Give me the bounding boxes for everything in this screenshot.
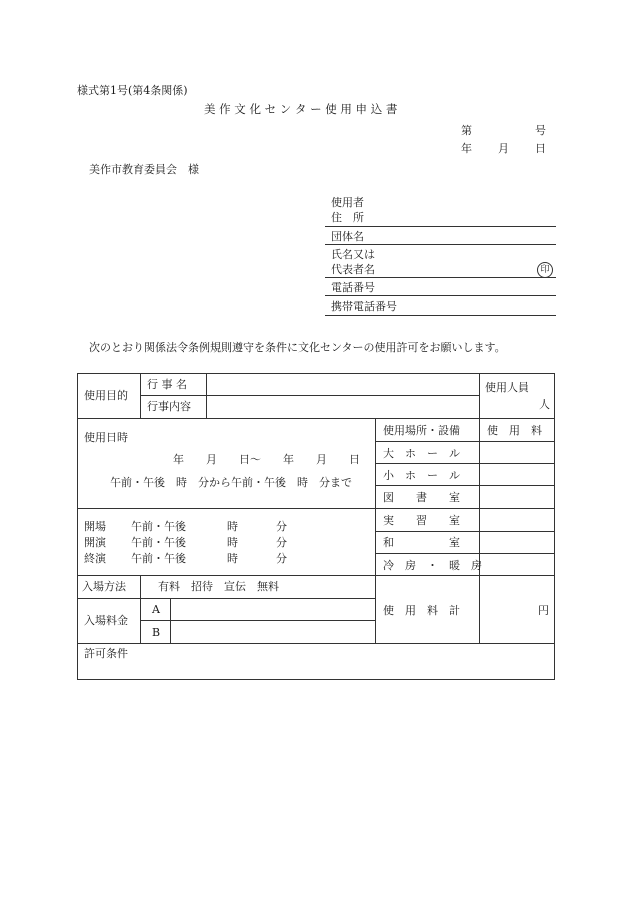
name-label-1: 氏名又は	[331, 248, 375, 261]
end-ampm: 午前・午後	[131, 552, 186, 565]
date-day: 日	[535, 142, 546, 155]
divider	[140, 620, 375, 621]
group-label: 団体名	[331, 230, 364, 243]
facility-practice-room: 実 習 室	[383, 514, 460, 527]
address-line	[325, 226, 556, 227]
date-month: 月	[498, 142, 509, 155]
attendees-label: 使用人員	[485, 381, 529, 394]
fee-header: 使 用 料	[487, 424, 542, 437]
divider	[78, 575, 554, 576]
time-range: 午前・午後 時 分から午前・午後 時 分まで	[110, 476, 352, 489]
total-fee-yen: 円	[538, 604, 549, 617]
datetime-label: 使用日時	[84, 431, 128, 444]
divider	[375, 508, 554, 509]
number-label: 第	[461, 124, 472, 137]
start-ampm: 午前・午後	[131, 536, 186, 549]
date-year: 年	[461, 142, 472, 155]
phone-label: 電話番号	[331, 281, 375, 294]
mobile-line	[325, 315, 556, 316]
divider	[375, 441, 554, 442]
page-title: 美 作 文 化 セ ン タ ー 使 用 申 込 書	[204, 102, 398, 116]
mobile-label: 携帯電話番号	[331, 300, 397, 313]
end-hour: 時	[227, 552, 238, 565]
user-label: 使用者	[331, 196, 364, 209]
start-hour: 時	[227, 536, 238, 549]
divider	[140, 575, 141, 643]
divider	[78, 643, 554, 644]
divider	[78, 418, 554, 419]
divider	[479, 374, 480, 418]
form-number: 様式第1号(第4条関係)	[77, 84, 188, 97]
total-fee-label: 使 用 料 計	[383, 604, 460, 617]
divider	[140, 374, 141, 418]
open-doors-hour: 時	[227, 520, 238, 533]
divider	[140, 395, 479, 396]
end-minute: 分	[276, 552, 287, 565]
phone-line	[325, 295, 556, 296]
divider	[375, 463, 554, 464]
start-minute: 分	[276, 536, 287, 549]
divider	[206, 374, 207, 418]
addressee: 美作市教育委員会 様	[89, 163, 199, 176]
application-table	[77, 373, 555, 680]
fee-a-label: A	[152, 603, 160, 616]
open-doors-label: 開場	[84, 520, 106, 533]
admission-method-label: 入場方法	[82, 580, 126, 593]
end-label: 終演	[84, 552, 106, 565]
divider	[375, 485, 554, 486]
name-label-2: 代表者名	[331, 263, 375, 276]
divider	[375, 531, 554, 532]
facility-air-conditioning: 冷 房 ・ 暖 房	[383, 559, 482, 572]
facility-japanese-room: 和 室	[383, 536, 460, 549]
fee-b-label: B	[152, 626, 161, 639]
date-range: 年 月 日～ 年 月 日	[173, 453, 360, 466]
address-label: 住 所	[331, 211, 364, 224]
open-doors-ampm: 午前・午後	[131, 520, 186, 533]
admission-fee-label: 入場料金	[84, 614, 128, 627]
attendees-unit: 人	[539, 398, 550, 411]
facility-small-hall: 小 ホ ー ル	[383, 469, 460, 482]
facility-header: 使用場所・設備	[383, 424, 460, 437]
start-label: 開演	[84, 536, 106, 549]
conditions-label: 許可条件	[84, 647, 128, 660]
facility-library: 図 書 室	[383, 491, 460, 504]
request-text: 次のとおり関係法令条例規則遵守を条件に文化センターの使用許可をお願いします。	[89, 341, 506, 354]
event-name-label: 行 事 名	[147, 378, 187, 391]
group-line	[325, 244, 556, 245]
name-line	[325, 277, 556, 278]
open-doors-minute: 分	[276, 520, 287, 533]
event-content-label: 行事内容	[147, 400, 191, 413]
number-suffix: 号	[535, 124, 546, 137]
divider	[78, 508, 375, 509]
divider	[375, 553, 554, 554]
purpose-label: 使用目的	[84, 389, 128, 402]
admission-methods: 有料 招待 宣伝 無料	[158, 580, 279, 593]
divider	[78, 598, 375, 599]
seal-mark: 印	[537, 262, 553, 278]
facility-large-hall: 大 ホ ー ル	[383, 447, 460, 460]
